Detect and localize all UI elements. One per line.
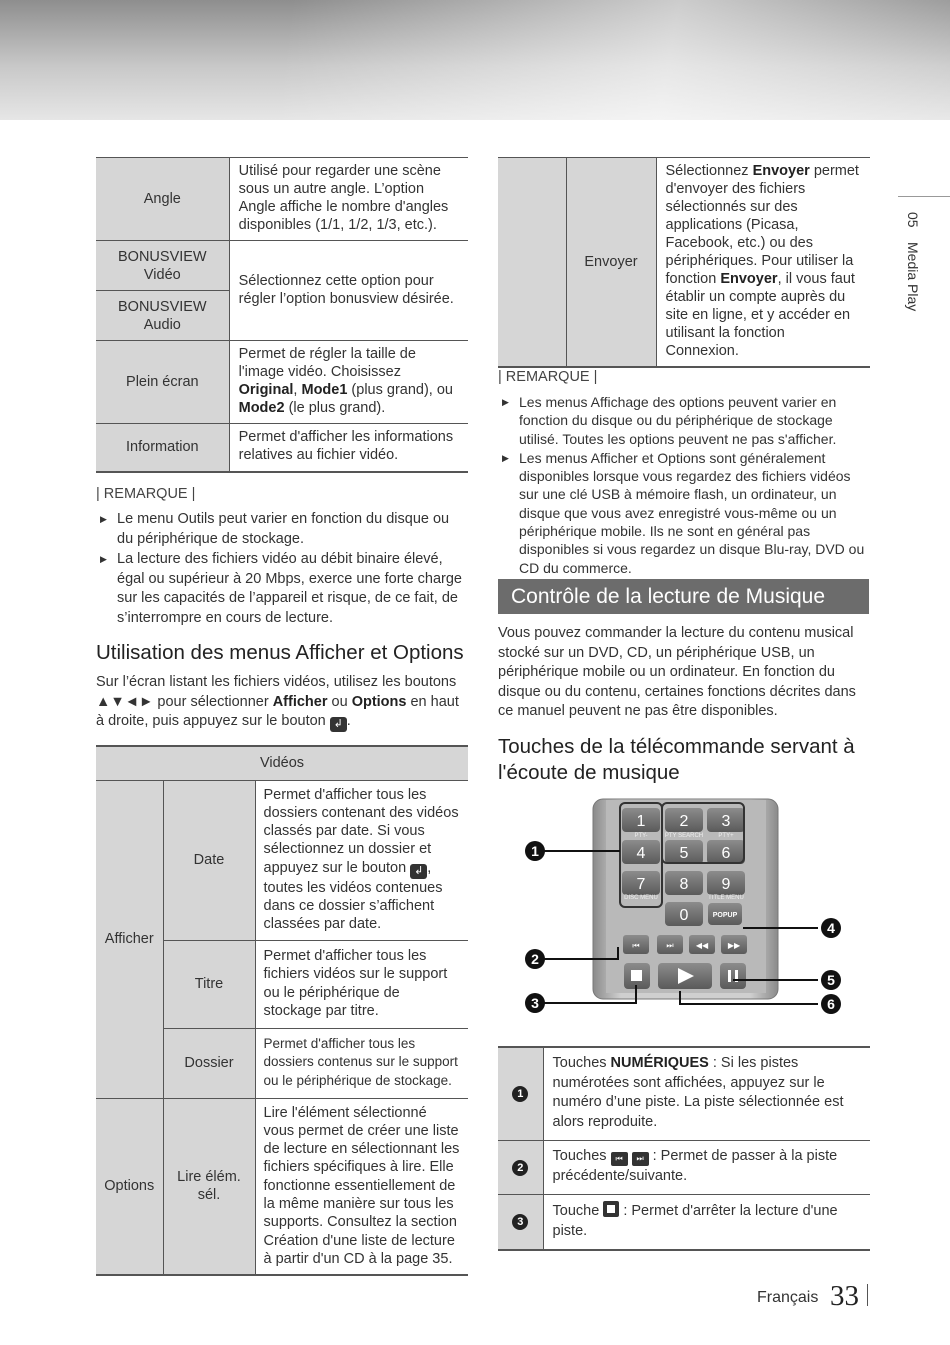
row-desc: Utilisé pour regarder une scène sous un autre angle. L’option Angle affiche le nombre d'angles disponibles (1/1, 1/2, 1/3, etc.). [229,158,468,241]
table-row [498,1141,870,1195]
table-row [96,780,468,940]
stop-icon [603,1201,619,1217]
row-number [498,1141,543,1195]
remark-title: | REMARQUE | [96,486,196,502]
callout-number: 5 [827,972,835,988]
row-label: Dossier [163,1028,255,1098]
row-number [498,1195,543,1251]
number-key-label: 8 [679,876,689,893]
skip-back-icon: ⏮ [611,1152,628,1166]
remark-list [498,393,870,578]
row-desc: Sélectionnez cette option pour régler l’option bonusview désirée. [229,241,468,341]
row-label: Angle [96,158,229,241]
callout-number: 1 [531,843,539,859]
number-key-label: 4 [636,845,646,862]
table-row [96,341,468,424]
row-desc: Touche : Permet d'arrêter la lecture d'une piste. [543,1195,870,1251]
section-paragraph: Sur l’écran listant les fichiers vidéos, utilisez les boutons ▲▼◄► pour sélectionner Afficher ou Options en haut à droite, puis appuyez sur le bouton ↲ . [96,674,459,730]
row-desc: Touches NUMÉRIQUES : Si les pistes numérotées sont affichées, appuyez sur le numéro d’une piste. La piste sélectionnée est alors reproduite. [543,1047,870,1141]
group-label: Options [96,1098,163,1275]
section-banner: Contrôle de la lecture de Musique [498,579,869,614]
row-desc: Permet d'afficher tous les dossiers contenus sur le support ou le périphérique de stockage. [255,1028,468,1098]
pause-key [720,963,746,989]
callout-number: 2 [531,951,539,967]
table-row [96,241,468,291]
number-key-label: 0 [679,907,689,924]
rewind-key-glyph: ◀◀ [695,941,709,950]
row-label: Titre [163,940,255,1028]
section-heading: Utilisation des menus Afficher et Options [96,641,464,664]
number-key-label: 7 [636,876,646,893]
callout-badge: 2 [512,1160,528,1176]
row-label: Envoyer [566,158,656,368]
row-label: Information [96,424,229,472]
pause-key-glyph [728,970,731,982]
skip-forward-icon: ⏭ [632,1152,649,1166]
table-row [96,1098,468,1275]
row-label: Date [163,780,255,940]
row-desc: Permet d'afficher les informations relatives au fichier vidéo. [229,424,468,472]
key-caption: DISC MENU [624,895,658,901]
skip-back-key-glyph: ⏮ [632,941,640,950]
remote-svg [498,795,870,1020]
header-band [0,0,950,120]
table-row [498,1047,870,1141]
row-desc: Permet d'afficher tous les fichiers vidéos sur le support ou le périphérique de stockage par titre. [255,940,468,1028]
stop-key-glyph [631,970,642,981]
row-label: Lire élém. sél. [163,1098,255,1275]
row-desc: Touches ⏮ ⏭ : Permet de passer à la piste précédente/suivante. [543,1141,870,1195]
options-table [96,157,468,473]
row-desc: Permet de régler la taille de l'image vidéo. Choisissez Original, Mode1 (plus grand), ou Mode2 (le plus grand). [229,341,468,424]
enter-icon: ↲ [330,717,347,732]
list-item: ▶ Les menus Afficher et Options sont généralement disponibles lorsque vous regardez des fichiers vidéos sur une clé USB à mémoire flash, un ordinateur, un disque que vous avez enregistré vous-même ou un périphérique mobile. Ils ne sont en général pas disponibles si vous regardez un disque Blu-ray, DVD ou CD du commerce. [498,449,870,577]
number-key-label: 3 [721,813,731,830]
key-caption: PTY+ [718,833,734,839]
key-caption: PTY SEARCH [664,833,704,839]
row-desc: Lire l'élément sélectionné vous permet de créer une liste de lecture en sélectionnant les fichiers spécifiques à lire. Elle fonctionne essentiellement de la même manière sur tous les supports. Consultez la section Création d'une liste de lecture à partir d'un CD à la page 35. [255,1098,468,1275]
list-item: ▶ Le menu Outils peut varier en fonction du disque ou du périphérique de stockage. [96,510,468,549]
chapter-title: Media Play [905,241,921,311]
number-key-label: 5 [679,845,689,862]
number-key-label: 1 [636,813,646,830]
callout-badge: 1 [512,1086,528,1102]
table-row [96,158,468,241]
fast-forward-key-glyph: ▶▶ [727,941,741,950]
key-caption: TITLE MENU [708,895,744,901]
table-row [498,1195,870,1251]
popup-key-label: POPUP [712,912,738,919]
key-caption: PTY- [634,833,648,839]
callout-badge: 3 [512,1214,528,1230]
skip-forward-key-glyph: ⏭ [666,941,674,950]
table-row [498,158,870,368]
row-label: BONUSVIEW Audio [96,291,229,341]
callout-number: 4 [827,920,835,936]
videos-table [96,745,468,1276]
footer-divider [867,1284,868,1306]
number-key-label: 9 [721,876,731,893]
group-label: Afficher [96,780,163,1098]
remote-illustration [498,795,870,1020]
envoyer-table [498,157,870,368]
row-number [498,1047,543,1141]
chapter-number: 05 [905,212,921,228]
music-heading: Touches de la télécommande servant à l'écoute de musique [498,735,855,784]
side-tab [905,212,921,325]
row-label: Plein écran [96,341,229,424]
row-desc: Sélectionnez Envoyer permet d'envoyer des fichiers sélectionnés sur des applications (Picasa, Facebook, etc.) ou des périphériques. Pour utiliser la fonction Envoyer, il vous faut établir un compte auprès du site en ligne, et y accéder en utilisant la fonction Connexion. [656,158,870,368]
side-tab-rule [898,196,950,197]
callout-number: 3 [531,995,539,1011]
music-intro: Vous pouvez commander la lecture du contenu musical stocké sur un DVD, CD, un périphérique USB, un périphérique mobile ou un ordinateur. En fonction du disque ou du contenu, certaines fonctions décrites dans ce manuel peuvent ne pas être disponibles. [498,625,856,719]
footer-language: Français [757,1289,819,1306]
remark-list [96,510,468,629]
keys-table [498,1046,870,1251]
enter-icon: ↲ [410,864,427,879]
callout-number: 6 [827,996,835,1012]
row-desc: Permet d'afficher tous les dossiers contenant des vidéos classés par date. Si vous sélectionnez un dossier et appuyez sur le bouton ↲ , toutes les vidéos contenues dans ce dossier s’affichent classées par date. [255,780,468,940]
table-header: Vidéos [96,746,468,780]
list-item: ▶ Les menus Affichage des options peuvent varier en fonction du disque ou du périphérique de stockage utilisé. Toutes les options peuvent ne pas s'afficher. [498,393,870,448]
remark-title: | REMARQUE | [498,369,598,385]
group-cell [498,158,566,368]
page-number: 33 [830,1280,859,1312]
row-label: BONUSVIEW Vidéo [96,241,229,291]
table-row [96,424,468,472]
number-key-label: 6 [721,845,731,862]
list-item: ▶ La lecture des fichiers vidéo au débit binaire élevé, égal ou supérieur à 20 Mbps, exerce une forte charge sur les capacités de l’appareil et risque, de ce fait, de s’interrompre en cours de lecture. [96,550,468,628]
number-key-label: 2 [679,813,689,830]
